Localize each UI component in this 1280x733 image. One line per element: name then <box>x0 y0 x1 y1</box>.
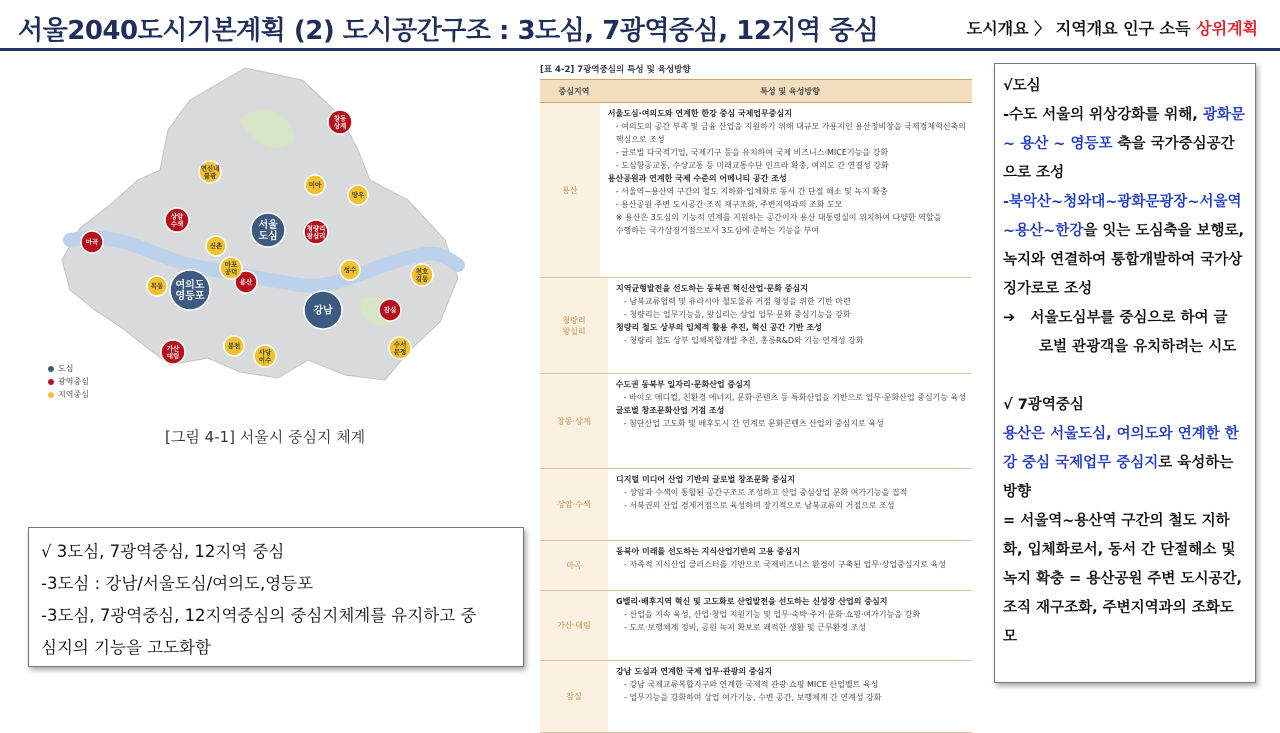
row-detail: - 여의도의 공간 부족 및 금융 산업을 지원하기 위해 대규모 가용지인 용산정비창을 국제경제혁신축의 <box>615 122 966 131</box>
gwangyeok-label: 마곡 <box>85 238 99 247</box>
table-row <box>540 591 972 661</box>
legend-item: 광역중심 <box>48 375 89 388</box>
row-label: 용산 <box>540 103 600 277</box>
table-caption: [표 4-2] 7광역중심의 특성 및 육성방향 <box>540 65 691 75</box>
jiyeok-label: 목동 <box>150 282 164 291</box>
seoul-center-map <box>40 60 500 420</box>
map-legend <box>48 362 89 401</box>
crumb-overview[interactable]: 도시개요 <box>966 19 1029 38</box>
table-row <box>540 541 972 591</box>
row-detail: - 서울역~용산역 구간의 철도 지하화·입체화로 동서 간 단절 해소 및 녹지 확충 <box>615 187 888 196</box>
crumb-region[interactable]: 지역개요 <box>1055 19 1118 38</box>
jiyeok-label: 마포 <box>224 260 238 269</box>
row-heading: 용산공원과 연계한 국제 수준의 어메니티 공간 조성 <box>607 174 787 183</box>
row-heading: 강남 도심과 연계한 국제 업무·관광의 중심지 <box>616 667 773 676</box>
breadcrumb <box>967 16 1258 39</box>
row-heading: 청량리 철도 상부의 입체적 활용 추진, 혁신 공간 기반 조성 <box>616 323 822 332</box>
row-detail: - 자족적 지식산업 클러스터를 기반으로 국제비즈니스 환경이 구축된 업무·상업중심지로 육성 <box>624 560 946 569</box>
legend-item: 도심 <box>48 362 89 375</box>
center-table <box>540 63 972 718</box>
gwangyeok-heading: √ 7광역중심 <box>1003 397 1084 413</box>
jiyeok-label: 공덕 <box>224 267 238 276</box>
summary-line: -3도심, 7광역중심, 12지역중심의 중심지체계를 유지하고 중 <box>41 606 477 625</box>
row-detail: - 서북권의 산업 경제거점으로 육성하며 장기적으로 남북교류의 거점으로 조성 <box>624 501 895 510</box>
gwangyeok-label: 청량리 <box>306 224 326 233</box>
row-body <box>608 278 972 373</box>
row-heading: 지역균형발전을 선도하는 동북권 혁신산업·문화 중심지 <box>616 284 808 293</box>
row-detail: - 글로벌 다국적기업, 국제기구 등을 유치하여 국제 비즈니스·MICE기능을 강화 <box>615 148 889 157</box>
header-rule <box>0 48 1280 51</box>
row-heading: 글로벌 창조문화산업 거점 조성 <box>615 406 725 415</box>
summary-box <box>28 527 524 667</box>
arrow-icon: ➔ <box>1003 310 1016 326</box>
legend-dot-icon <box>48 366 54 372</box>
gwangyeok-label: 용산 <box>239 278 253 287</box>
row-detail: - 상암과 수색이 통합된 공간구조로 조성하고 산업 중심상업 문화 여가기능을 집적 <box>624 488 908 497</box>
dosim-label: 영등포 <box>175 290 205 302</box>
gwangyeok-label: 잠실 <box>383 306 397 315</box>
jiyeok-label: 수서 <box>393 340 407 349</box>
row-detail: - 도로·보행체계 정비, 공원 녹지 확보로 쾌적한 생활 및 근무환경 조성 <box>624 623 867 632</box>
gwangyeok-label: 가산 <box>166 344 180 353</box>
gwangyeok-label: 수색 <box>170 219 184 228</box>
row-heading: G밸리·배후지역 혁신 및 고도화로 산업발전을 선도하는 신성장 산업의 중심지 <box>616 597 888 606</box>
jiyeok-label: 연신내 <box>200 164 220 173</box>
crumb-upper-plan[interactable]: 상위계획 <box>1196 19 1258 38</box>
gwangyeok-detail: = 서울역~용산역 구간의 철도 지하화, 입체화로서, 동서 간 단절해소 및 녹지 확충 = 용산공원 주변 도시공간, 조직 재구조화, 주변지역과의 조화도모 <box>1003 513 1242 645</box>
gwangyeok-text: 용산은 서울도심, 여의도와 연계한 한강 중심 국제업무 중심지로 육성하는 방향 <box>1003 426 1239 500</box>
row-heading: 디지털 미디어 산업 기반의 글로벌 창조문화 중심지 <box>616 475 795 484</box>
jiyeok-label: 문정 <box>393 347 407 356</box>
jiyeok-label: 천호 <box>415 267 429 276</box>
row-label: 마곡 <box>540 541 608 590</box>
row-detail: - 강남 국제교류복합지구와 연계한 국제적 관광·쇼핑 MICE 산업벨트 육성 <box>624 680 879 689</box>
summary-line: 심지의 기능을 고도화함 <box>41 638 211 657</box>
table-row <box>540 103 972 278</box>
table-header <box>540 79 972 103</box>
row-heading: 수도권 동북부 일자리·문화산업 중심지 <box>615 380 751 389</box>
row-detail: ※ 용산은 3도심의 기능적 연계를 지원하는 공간이자 용산 대통령실이 위치하여 다양한 역할을 <box>615 213 942 222</box>
dosim-label: 여의도 <box>175 279 205 291</box>
row-heading: 서울도심·여의도와 연계한 한강 중심 국제업무중심지 <box>607 109 792 118</box>
gwangyeok-label: 상암 <box>170 212 184 221</box>
table-row <box>540 374 972 469</box>
row-detail: - 도심항공교통, 수상교통 등 미래교통수단 인프라 확충, 여의도 간 연결성 강화 <box>615 161 889 170</box>
map-caption: [그림 4-1] 서울시 중심지 체계 <box>165 428 366 446</box>
axis-text: -북악산~청와대~광화문광장~서울역~용산~한강을 잇는 도심축을 보행로, 녹지와 연결하여 통합개발하여 국가상징가로로 조성 <box>1003 194 1245 297</box>
row-body <box>608 661 972 732</box>
row-label: 가산·대림 <box>540 591 608 660</box>
row-detail: - 업무기능을 강화하며 상업 여가기능, 수변 공간, 보행체계 간 연계성 강화 <box>624 693 882 702</box>
gwangyeok-label: 대림 <box>166 351 180 360</box>
row-detail: - 남북교류협력 및 유라시아 철도물류 거점 형성을 위한 기반 마련 <box>624 297 851 306</box>
jiyeok-label: 성수 <box>343 266 357 275</box>
jiyeok-label: 이수 <box>258 355 272 364</box>
crumb-population[interactable]: 인구 <box>1123 19 1155 38</box>
crumb-income[interactable]: 소득 <box>1159 19 1191 38</box>
row-label: 창동·상계 <box>540 374 608 468</box>
summary-line: -3도심 : 강남/서울도심/여의도,영등포 <box>41 574 314 593</box>
crumb-separator: 〉 <box>1034 19 1051 38</box>
row-detail: - 산업을 지속 육성, 산업·창업 지원기능 및 업무·숙박·주거·문화·쇼핑·여가기능을 강화 <box>624 610 921 619</box>
gwangyeok-label: 상계 <box>333 121 347 130</box>
dosim-text: -수도 서울의 위상강화를 위해, 광화문 ~ 용산 ~ 영등포 축을 국가중심공간으로 조성 <box>1003 107 1245 181</box>
jiyeok-label: 사당 <box>258 348 272 357</box>
analysis-box <box>994 63 1256 683</box>
row-detail: - 용산공원 주변 도시공간·조직 재구조화, 주변지역과의 조화 도모 <box>615 200 843 209</box>
legend-item: 지역중심 <box>48 388 89 401</box>
legend-dot-icon <box>48 379 54 385</box>
legend-dot-icon <box>48 392 54 398</box>
gwangyeok-label: 창동 <box>333 114 347 123</box>
jiyeok-label: 신촌 <box>209 242 223 251</box>
table-row <box>540 278 972 374</box>
row-detail: - 바이오 메디컬, 친환경 에너지, 문화·콘텐츠 등 특화산업을 기반으로 업무·문화산업 중심기능 육성 <box>623 393 966 402</box>
row-body <box>600 103 972 277</box>
row-label: 잠실 <box>540 661 608 732</box>
dosim-heading: √도심 <box>1003 78 1041 94</box>
jiyeok-label: 미아 <box>308 181 322 190</box>
summary-line: √ 3도심, 7광역중심, 12지역 중심 <box>41 542 285 561</box>
table-row <box>540 469 972 541</box>
row-body <box>608 469 972 540</box>
jiyeok-label: 불광 <box>203 171 217 180</box>
dosim-label: 도심 <box>258 230 278 242</box>
dosim-label: 강남 <box>313 305 333 317</box>
column-header: 특성 및 육성방향 <box>760 86 820 96</box>
row-body <box>608 591 972 660</box>
jiyeok-label: 봉천 <box>227 342 241 351</box>
row-body <box>608 541 972 590</box>
table-row <box>540 661 972 733</box>
row-detail: 수행하는 국가상징거점으로서 3도심에 준하는 기능을 부여 <box>615 226 820 235</box>
row-label: 상암·수색 <box>540 469 608 540</box>
row-detail: 핵심으로 조성 <box>615 135 665 144</box>
arrow-line-cont: 로벌 관광객을 유치하려는 시도 <box>1039 339 1237 355</box>
row-heading: 동북아 미래를 선도하는 지식산업기반의 고용 중심지 <box>616 547 800 556</box>
column-header: 중심지역 <box>558 86 590 96</box>
jiyeok-label: 길동 <box>415 274 429 283</box>
arrow-line: ➔ 서울도심부를 중심으로 하여 글 <box>1003 310 1228 326</box>
row-label: 청량리 왕십리 <box>540 278 608 373</box>
row-body <box>608 374 972 468</box>
row-detail: - 청량리는 업무기능을, 왕십리는 상업 업무·문화 중심기능을 강화 <box>624 310 851 319</box>
gwangyeok-label: 왕십리 <box>306 231 326 240</box>
row-detail: - 청량리 철도 상부 입체복합개발 추진, 홍릉R&D와 기능 연계성 강화 <box>624 336 864 345</box>
dosim-label: 서울 <box>258 219 278 231</box>
row-detail: - 첨단산업 고도화 및 배후도시 간 연계로 문화콘텐츠 산업의 중심지로 육성 <box>623 419 884 428</box>
jiyeok-label: 망우 <box>351 191 365 200</box>
page-title: 서울2040도시기본계획 (2) 도시공간구조 : 3도심, 7광역중심, 12지역 중심 <box>18 16 879 46</box>
